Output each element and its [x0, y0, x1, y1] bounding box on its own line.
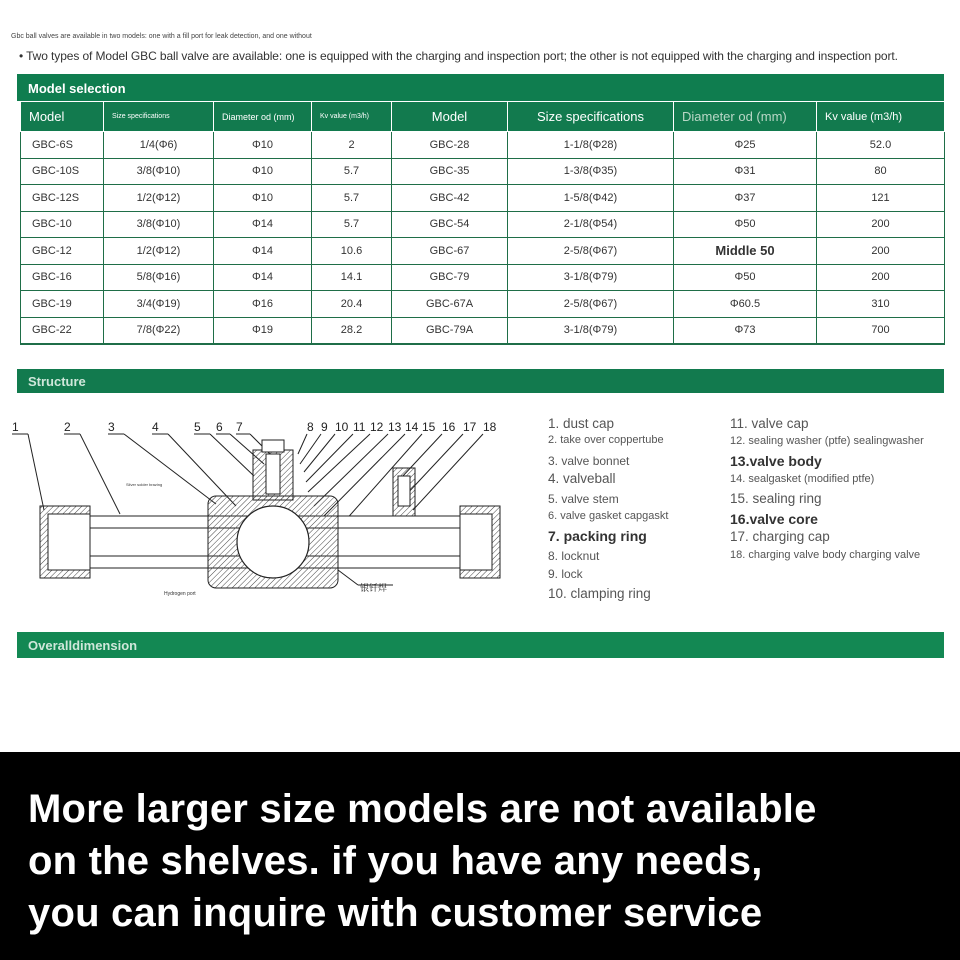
callout-14: 14: [405, 420, 419, 434]
table-cell: 20.4: [312, 291, 392, 318]
callout-16: 16: [442, 420, 456, 434]
table-row: [21, 132, 945, 159]
table-row: [21, 158, 945, 185]
table-cell: Φ25: [674, 132, 817, 159]
table-cell: GBC-42: [392, 185, 508, 212]
table-row: [21, 317, 945, 344]
table-cell: GBC-79: [392, 264, 508, 291]
table-cell: 2: [312, 132, 392, 159]
table-cell: 2-5/8(Φ67): [508, 291, 674, 318]
callout-18: 18: [483, 420, 497, 434]
table-cell: Φ73: [674, 317, 817, 344]
table-cell: GBC-54: [392, 211, 508, 238]
table-row: [21, 264, 945, 291]
table-cell: 3/8(Φ10): [104, 211, 214, 238]
callout-2: 2: [64, 420, 71, 434]
part-item: 2. take over coppertube: [548, 434, 664, 446]
hydrogen-port-label: Hydrogen port: [164, 591, 196, 597]
table-row: [21, 238, 945, 265]
table-cell: 28.2: [312, 317, 392, 344]
model-selection-title: Model selection: [28, 81, 126, 96]
table-cell: GBC-10: [21, 211, 104, 238]
part-item: 17. charging cap: [730, 529, 830, 544]
table-cell: 80: [817, 158, 945, 185]
table-cell: GBC-28: [392, 132, 508, 159]
table-cell: 700: [817, 317, 945, 344]
table-cell: 1-5/8(Φ42): [508, 185, 674, 212]
part-item: 15. sealing ring: [730, 491, 822, 506]
callout-4: 4: [152, 420, 159, 434]
table-cell: Φ14: [214, 264, 312, 291]
part-item: 16.valve core: [730, 511, 818, 527]
valve-body-drawing: [40, 440, 500, 588]
table-cell: 5.7: [312, 158, 392, 185]
model-selection-header: [17, 74, 944, 101]
overall-dimension-title: Overalldimension: [28, 638, 138, 653]
table-cell: 2-5/8(Φ67): [508, 238, 674, 265]
table-cell: 14.1: [312, 264, 392, 291]
col-header-kv-2: Kv value (m3/h): [817, 102, 945, 132]
callout-11: 11: [353, 420, 366, 434]
part-item: 8. locknut: [548, 549, 600, 563]
table-cell: 5.7: [312, 211, 392, 238]
table-cell: 7/8(Φ22): [104, 317, 214, 344]
overall-dimension-header: [17, 632, 944, 658]
table-cell: 3-1/8(Φ79): [508, 317, 674, 344]
table-cell: 3/4(Φ19): [104, 291, 214, 318]
callout-12: 12: [370, 420, 384, 434]
part-item: 14. sealgasket (modified ptfe): [730, 473, 875, 485]
col-header-kv: Kv value (m3/h): [312, 102, 392, 132]
table-cell: GBC-12: [21, 238, 104, 265]
callout-3: 3: [108, 420, 115, 434]
table-cell: 3/8(Φ10): [104, 158, 214, 185]
col-header-size-2: Size specifications: [508, 102, 674, 132]
intro-bullet-note: • Two types of Model GBC ball valve are available: one is equipped with the charging and inspection port; the other is not equipped with the charging and inspection port.: [19, 49, 898, 63]
table-row: [21, 291, 945, 318]
table-cell: 310: [817, 291, 945, 318]
table-cell: Φ31: [674, 158, 817, 185]
weld-label: 银钎焊: [360, 584, 388, 594]
part-item: 1. dust cap: [548, 416, 615, 431]
table-header-row: [21, 102, 945, 132]
col-header-size: Size specifications: [104, 102, 214, 132]
table-cell: 3-1/8(Φ79): [508, 264, 674, 291]
footer-line-2: on the shelves. if you have any needs,: [28, 839, 763, 883]
table-cell: 1-3/8(Φ35): [508, 158, 674, 185]
part-item: 9. lock: [548, 567, 583, 581]
table-cell: 1-1/8(Φ28): [508, 132, 674, 159]
table-cell: GBC-22: [21, 317, 104, 344]
table-cell: 5.7: [312, 185, 392, 212]
table-cell: GBC-79A: [392, 317, 508, 344]
part-item: 13.valve body: [730, 453, 822, 469]
table-cell: GBC-19: [21, 291, 104, 318]
callout-13: 13: [388, 420, 402, 434]
table-cell: Φ19: [214, 317, 312, 344]
table-cell: 1/2(Φ12): [104, 238, 214, 265]
part-item: 12. sealing washer (ptfe) sealingwasher: [730, 435, 924, 447]
valve-structure-diagram: [8, 410, 523, 610]
table-cell: GBC-67: [392, 238, 508, 265]
table-cell: Middle 50: [674, 238, 817, 265]
table-cell: GBC-35: [392, 158, 508, 185]
callout-15: 15: [422, 420, 436, 434]
table-cell: 2-1/8(Φ54): [508, 211, 674, 238]
brazing-label: Silver solder brazing: [126, 482, 163, 487]
col-header-diameter-2: Diameter od (mm): [674, 102, 817, 132]
table-cell: 10.6: [312, 238, 392, 265]
table-cell: 200: [817, 211, 945, 238]
callout-6: 6: [216, 420, 223, 434]
table-cell: 200: [817, 264, 945, 291]
table-row: [21, 211, 945, 238]
structure-title: Structure: [28, 374, 86, 389]
table-cell: Φ10: [214, 158, 312, 185]
table-cell: Φ16: [214, 291, 312, 318]
callout-5: 5: [194, 420, 201, 434]
part-item: 11. valve cap: [730, 416, 809, 431]
part-item: 4. valveball: [548, 471, 616, 486]
callout-17: 17: [463, 420, 477, 434]
part-item: 5. valve stem: [548, 492, 619, 506]
footer-banner: [0, 752, 960, 960]
col-header-diameter: Diameter od (mm): [214, 102, 312, 132]
table-cell: GBC-67A: [392, 291, 508, 318]
callout-numbers: [12, 420, 497, 434]
footer-message: [28, 783, 948, 939]
part-item: 18. charging valve body charging valve: [730, 549, 921, 561]
table-cell: GBC-12S: [21, 185, 104, 212]
part-item: 6. valve gasket capgaskt: [548, 510, 669, 522]
table-cell: Φ50: [674, 211, 817, 238]
callout-1: 1: [12, 420, 19, 434]
col-header-model-2: Model: [392, 102, 508, 132]
table-cell: 121: [817, 185, 945, 212]
table-cell: 200: [817, 238, 945, 265]
part-item: 10. clamping ring: [548, 586, 651, 601]
callout-10: 10: [335, 420, 349, 434]
table-cell: Φ10: [214, 185, 312, 212]
table-cell: 1/4(Φ6): [104, 132, 214, 159]
table-cell: GBC-10S: [21, 158, 104, 185]
table-cell: Φ37: [674, 185, 817, 212]
table-row: [21, 185, 945, 212]
table-cell: 1/2(Φ12): [104, 185, 214, 212]
table-cell: 5/8(Φ16): [104, 264, 214, 291]
table-cell: Φ50: [674, 264, 817, 291]
spec-table: [20, 101, 945, 345]
callout-9: 9: [321, 420, 328, 434]
footer-line-1: More larger size models are not available: [28, 787, 817, 831]
table-cell: GBC-16: [21, 264, 104, 291]
structure-header: [17, 369, 944, 393]
footer-line-3: you can inquire with customer service: [28, 891, 763, 935]
col-header-model: Model: [21, 102, 104, 132]
table-cell: Φ14: [214, 211, 312, 238]
table-cell: Φ10: [214, 132, 312, 159]
callout-7: 7: [236, 420, 243, 434]
part-item: 3. valve bonnet: [548, 454, 630, 468]
table-cell: GBC-6S: [21, 132, 104, 159]
table-cell: 52.0: [817, 132, 945, 159]
callout-8: 8: [307, 420, 314, 434]
part-item: 7. packing ring: [548, 528, 647, 544]
table-cell: Φ60.5: [674, 291, 817, 318]
table-cell: Φ14: [214, 238, 312, 265]
intro-small-note: Gbc ball valves are available in two models: one with a fill port for leak detection, and one without: [11, 33, 312, 40]
